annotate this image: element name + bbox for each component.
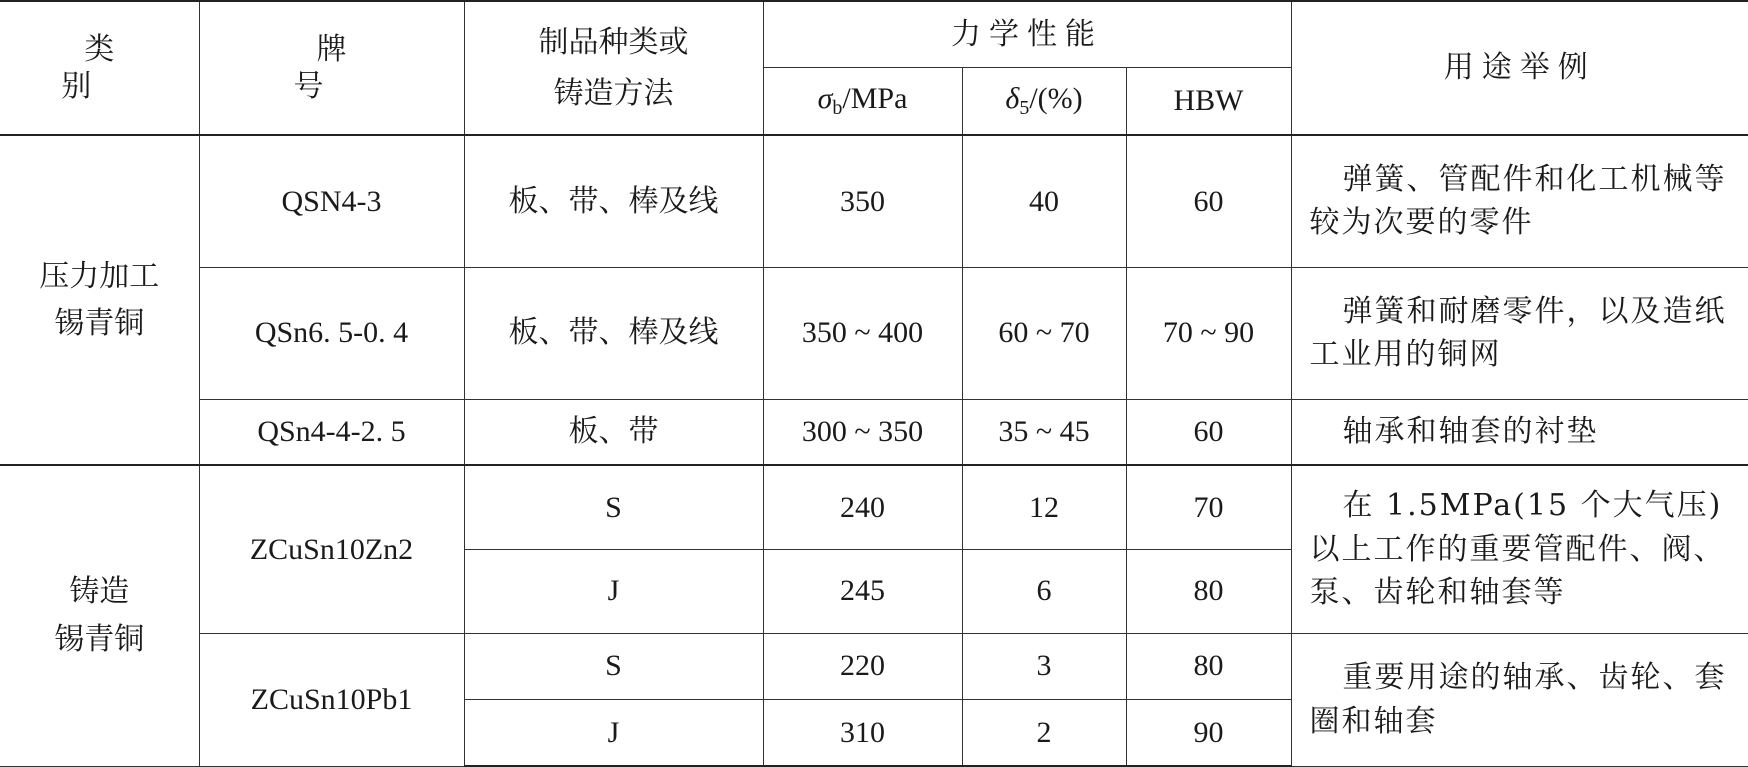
table-row	[0, 135, 1748, 267]
category-cell	[0, 465, 199, 766]
header-product-method	[464, 1, 763, 135]
table-row	[0, 399, 1748, 465]
sigma-cell: 350	[763, 135, 962, 267]
category-line2: 锡青铜	[54, 621, 145, 657]
usage-cell: 在 1.5MPa(15 个大气压)以上工作的重要管配件、阀、泵、齿轮和轴套等	[1291, 465, 1748, 633]
method-cell: J	[464, 699, 763, 766]
hbw-cell: 70	[1126, 465, 1291, 549]
category-line2: 锡青铜	[54, 306, 145, 341]
header-product-method-line1: 制品种类或	[538, 24, 689, 60]
header-grade: 牌 号	[199, 1, 464, 135]
category-line1: 压力加工	[39, 258, 160, 294]
method-cell: S	[464, 465, 763, 549]
header-hardness: HBW	[1126, 67, 1291, 135]
sigma-subscript: b	[832, 97, 843, 120]
delta-cell: 40	[962, 135, 1126, 267]
usage-cell: 重要用途的轴承、齿轮、套圈和轴套	[1291, 633, 1748, 766]
sigma-cell: 240	[763, 465, 962, 549]
header-elongation	[962, 67, 1126, 135]
hbw-cell: 80	[1126, 549, 1291, 633]
delta-cell: 6	[962, 549, 1126, 633]
header-product-method-line2: 铸造方法	[553, 76, 674, 111]
delta-cell: 3	[962, 633, 1126, 699]
hbw-cell: 80	[1126, 633, 1291, 699]
sigma-symbol: σ	[817, 82, 833, 116]
method-cell: 板、带	[464, 399, 763, 465]
delta-cell: 12	[962, 465, 1126, 549]
category-cell	[0, 135, 199, 465]
grade-cell: QSN4-3	[199, 135, 464, 267]
grade-cell: ZCuSn10Zn2	[199, 465, 464, 633]
sigma-cell: 300 ~ 350	[763, 399, 962, 465]
delta-cell: 60 ~ 70	[962, 267, 1126, 399]
delta-subscript: 5	[1019, 97, 1030, 120]
grade-cell: QSn6. 5-0. 4	[199, 267, 464, 399]
delta-cell: 35 ~ 45	[962, 399, 1126, 465]
usage-cell: 轴承和轴套的衬垫	[1291, 399, 1748, 465]
hbw-cell: 70 ~ 90	[1126, 267, 1291, 399]
method-cell: J	[464, 549, 763, 633]
header-tensile-strength	[763, 67, 962, 135]
header-usage: 用途举例	[1291, 1, 1748, 135]
table-row	[0, 633, 1748, 699]
method-cell: 板、带、棒及线	[464, 135, 763, 267]
sigma-cell: 245	[763, 549, 962, 633]
delta-symbol: δ	[1005, 82, 1020, 116]
hbw-cell: 60	[1126, 399, 1291, 465]
usage-cell: 弹簧、管配件和化工机械等较为次要的零件	[1291, 135, 1748, 267]
delta-unit: /(%)	[1029, 82, 1083, 116]
method-cell: S	[464, 633, 763, 699]
usage-cell: 弹簧和耐磨零件，以及造纸工业用的铜网	[1291, 267, 1748, 399]
table-row	[0, 465, 1748, 549]
sigma-cell: 350 ~ 400	[763, 267, 962, 399]
method-cell: 板、带、棒及线	[464, 267, 763, 399]
header-mechanical-properties: 力学性能	[763, 1, 1291, 67]
category-line1: 铸造	[69, 574, 130, 610]
hbw-cell: 90	[1126, 699, 1291, 766]
sigma-cell: 310	[763, 699, 962, 766]
hbw-cell: 60	[1126, 135, 1291, 267]
grade-cell: ZCuSn10Pb1	[199, 633, 464, 766]
sigma-cell: 220	[763, 633, 962, 699]
grade-cell: QSn4-4-2. 5	[199, 399, 464, 465]
header-category: 类 别	[0, 1, 199, 135]
delta-cell: 2	[962, 699, 1126, 766]
table-row	[0, 267, 1748, 399]
sigma-unit: /MPa	[842, 82, 908, 116]
